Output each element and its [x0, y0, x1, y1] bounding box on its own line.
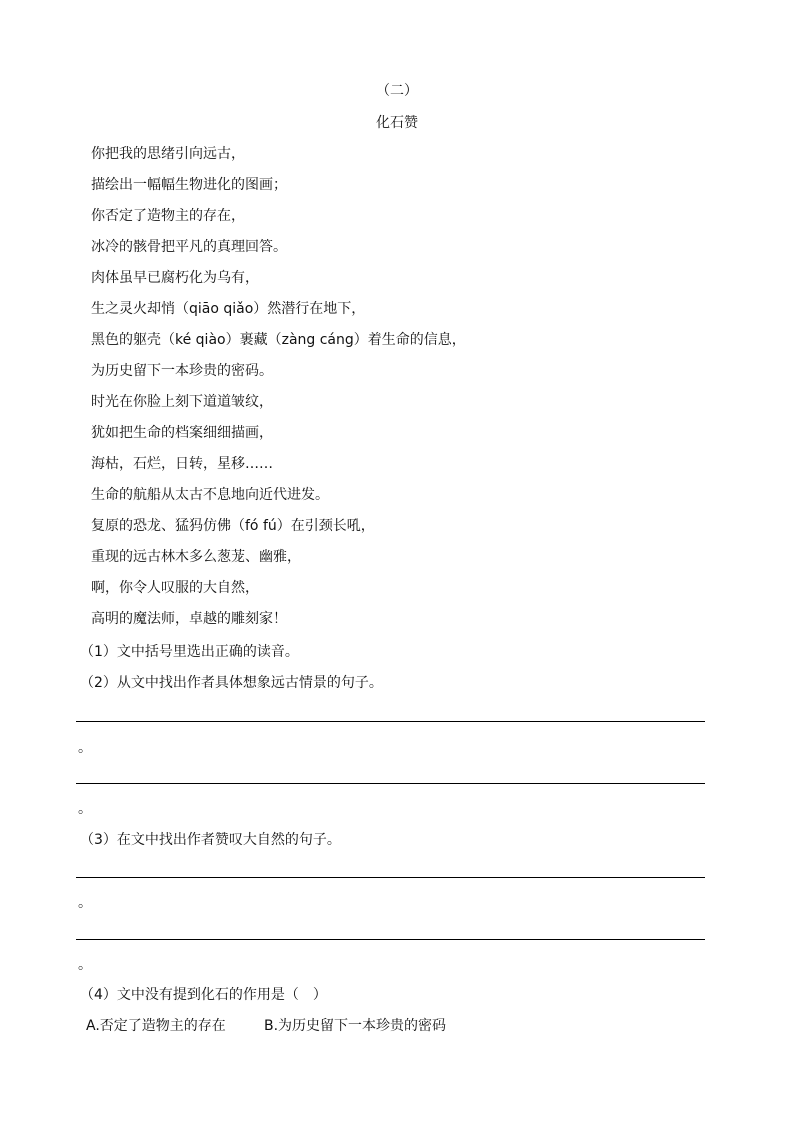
poem-line: 你把我的思绪引向远古， [91, 146, 245, 162]
answer-line[interactable] [76, 783, 705, 784]
answer-line[interactable] [76, 721, 705, 722]
poem-line: 为历史留下一本珍贵的密码。 [91, 363, 273, 379]
poem-line: 时光在你脸上刻下道道皱纹， [91, 394, 273, 410]
question-1: （1）文中括号里选出正确的读音。 [80, 644, 299, 660]
question-3: （3）在文中找出作者赞叹大自然的句子。 [80, 832, 341, 848]
poem-line: 黑色的躯壳（ké qiào）裹藏（zàng cáng）着生命的信息， [91, 332, 466, 348]
poem-line: 你否定了造物主的存在， [91, 208, 245, 224]
poem-line: 肉体虽早已腐朽化为乌有， [91, 270, 259, 286]
poem-title: 化石赞 [376, 115, 418, 131]
poem-line: 描绘出一幅幅生物进化的图画； [91, 177, 287, 193]
option-a[interactable]: A.否定了造物主的存在 [86, 1018, 226, 1034]
poem-line: 高明的魔法师，卓越的雕刻家！ [91, 611, 287, 627]
option-b[interactable]: B.为历史留下一本珍贵的密码 [264, 1018, 447, 1034]
question-2: （2）从文中找出作者具体想象远古情景的句子。 [80, 675, 383, 691]
section-marker: （二） [376, 83, 418, 99]
answer-end-mark: 。 [78, 740, 92, 756]
answer-end-mark: 。 [78, 801, 92, 817]
poem-line: 重现的远古林木多么葱茏、幽雅， [91, 549, 301, 565]
poem-line: 冰冷的骸骨把平凡的真理回答。 [91, 239, 287, 255]
poem-line: 海枯，石烂，日转，星移…… [91, 456, 273, 472]
poem-line: 复原的恐龙、猛犸仿佛（fó fú）在引颈长吼， [91, 518, 375, 534]
poem-line: 啊，你令人叹服的大自然， [91, 580, 259, 596]
poem-line: 生之灵火却悄（qiāo qiǎo）然潜行在地下， [91, 301, 366, 317]
answer-end-mark: 。 [78, 957, 92, 973]
poem-line: 犹如把生命的档案细细描画， [91, 425, 273, 441]
answer-end-mark: 。 [78, 895, 92, 911]
poem-line: 生命的航船从太古不息地向近代进发。 [91, 487, 329, 503]
answer-line[interactable] [76, 877, 705, 878]
question-4: （4）文中没有提到化石的作用是（ ） [80, 987, 327, 1003]
answer-line[interactable] [76, 939, 705, 940]
